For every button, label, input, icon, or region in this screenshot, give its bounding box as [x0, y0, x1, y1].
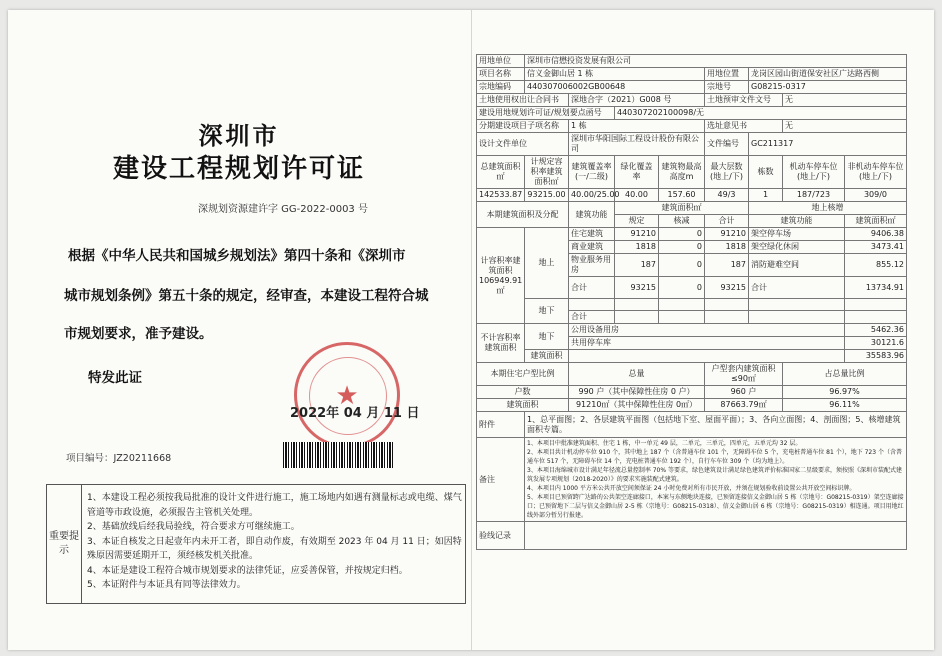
land-unit-label: 用地单位 [477, 55, 525, 68]
area-row-value: 0 [659, 241, 705, 254]
issue-date: 2022年 04 月 11 日 [290, 406, 420, 421]
area-row-func: 住宅建筑 [569, 228, 615, 241]
seal-star-icon: ★ [335, 381, 359, 411]
nonfar-value: 30121.6 [845, 337, 907, 350]
subtotal-value: 93215 [615, 277, 659, 299]
remark-label: 备注 [477, 438, 525, 522]
detail-table [476, 54, 907, 550]
doc-number: 深规划资源建许字 GG-2022-0003 号 [198, 204, 368, 215]
housing-row-label: 建筑面积 [477, 399, 569, 412]
land-pre-label: 土地预审文件文号 [705, 94, 783, 107]
parcel-no: G08215-0317 [749, 81, 907, 94]
subtotal-label: 合计 [569, 277, 615, 299]
area-row-value: 3473.41 [845, 241, 907, 254]
area-row-value: 187 [615, 254, 659, 277]
metric-header: 非机动车停车位(地上/下) [845, 156, 907, 189]
area-header: 本期建筑面积及分配 [477, 202, 569, 228]
area-row-func: 架空停车场 [749, 228, 845, 241]
body-line-1: 根据《中华人民共和国城乡规划法》第四十条和《深圳市 [68, 248, 406, 264]
planning-permit-label: 建设用地规划许可证/规划要点函号 [477, 107, 615, 120]
metric-value: 187/723 [783, 189, 845, 202]
parcel-code-label: 宗地编码 [477, 81, 525, 94]
metric-value: 309/0 [845, 189, 907, 202]
project-name-label: 项目名称 [477, 68, 525, 81]
remark-line: 5、本项目已预留跨广达路的公共架空连廊接口，本案与东侧地块连接，已预留连接信义金御山居 5 栋（宗地号：G08215-0319）架空连廊接口；已预留地下二层与信义金御山居 2-5 栋（宗地号：G08215-0318）、信义金御山居 6 栋（宗地号：G08215-0319）相连通。项目用地红线外部分暂另行报建。 [527, 494, 904, 519]
nonfar-above: 建筑面积 [525, 350, 569, 363]
remark-line: 3、本项目海绵城市设计满足年径流总量控制率 70% 等要求，绿色建筑设计满足绿色建筑评价标准国家二星级要求，须按照《深圳市装配式建筑发展专项规划（2018-2020）》的要求实施装配式建筑。 [527, 467, 902, 483]
nonfar-func: 共用停车库 [569, 337, 845, 350]
underground-header: 地上核增 [749, 202, 907, 215]
housing-row-value: 87663.79㎡ [705, 399, 783, 412]
nonfar-label: 不计容积率建筑面积 [477, 324, 525, 363]
remarks [525, 438, 907, 522]
housing-row-value: 960 户 [705, 386, 783, 399]
land-cert: 深地合字（2021）G008 号 [569, 94, 705, 107]
area-row-func: 消防避难空间 [749, 254, 845, 277]
sub-header: 核减 [659, 215, 705, 228]
metric-header: 建筑覆盖率(一/二级) [569, 156, 615, 189]
area-row-value: 0 [659, 254, 705, 277]
housing-row-value: 96.11% [783, 399, 907, 412]
location-label: 用地位置 [705, 68, 749, 81]
area-row-value: 9406.38 [845, 228, 907, 241]
sub-header: 规定 [615, 215, 659, 228]
area-row-value: 1818 [705, 241, 749, 254]
area-row-func: 架空绿化休闲 [749, 241, 845, 254]
housing-row-value: 96.97% [783, 386, 907, 399]
sub-project: 1 栋 [569, 120, 705, 133]
nonfar-below: 地下 [525, 324, 569, 350]
metric-value: 93215.00 [525, 189, 569, 202]
metric-value: 40.00/25.00 [569, 189, 615, 202]
permit-cover [8, 10, 470, 650]
parcel-code: 440307006002GB00648 [525, 81, 705, 94]
area-row-value: 187 [705, 254, 749, 277]
design-unit-label: 设计文件单位 [477, 133, 569, 156]
nonfar-func [569, 350, 845, 363]
notice-line-4: 4、本证是建设工程符合城市规划要求的法律凭证，应妥善保管，并按规定归档。 [87, 565, 408, 576]
fold-line [471, 10, 472, 650]
remark-line: 2、本项目共计机动停车位 910 个，其中地上 187 个（含普通车位 101 个，无障碍车位 5 个，充电桩普通车位 81 个），地下 723 个（含普通车位 517 个，无障碍车位 14 个，充电桩普通车位 192 个），自行车车位 309 个（均为地上）。 [527, 449, 902, 465]
below-label: 地下 [525, 299, 569, 324]
design-unit: 深圳市华阳国际工程设计股份有限公司 [569, 133, 705, 156]
site-opinion: 无 [783, 120, 907, 133]
metric-header: 计规定容积率建筑面积㎡ [525, 156, 569, 189]
subtotal-value: 0 [659, 277, 705, 299]
above-label: 地上 [525, 228, 569, 299]
metric-value: 40.00 [615, 189, 659, 202]
metric-header: 建筑物最高高度m [659, 156, 705, 189]
sub-project-label: 分期建设项目子项名称 [477, 120, 569, 133]
land-unit: 深圳市信懋投资发展有限公司 [525, 55, 907, 68]
notice-line-5: 5、本证附件与本证具有同等法律效力。 [87, 580, 246, 590]
notice-box [46, 484, 466, 604]
sub-header: 建筑面积㎡ [845, 215, 907, 228]
housing-row-value: 990 户（其中保障性住房 0 户） [569, 386, 705, 399]
title-main: 建设工程规划许可证 [112, 154, 365, 184]
body-line-4: 特发此证 [88, 370, 142, 386]
area-row-func: 商业建筑 [569, 241, 615, 254]
below-total-label: 合计 [569, 311, 615, 324]
housing-header: 总量 [569, 363, 705, 386]
subtotal-value: 93215 [705, 277, 749, 299]
far-label: 计容积率建筑面积106949.91㎡ [477, 228, 525, 324]
remark-line: 4、本项目内 1000 平方米公共开放空间须保证 24 小时免费对所有市民开放，并须在规划验收前设置公共开放空间标识牌。 [527, 485, 856, 492]
notice-line-1: 1、本建设工程必须按我局批准的设计文件进行施工，施工场地内如遇有测量标志或电缆、煤气管道等市政设施，必须报告主管机关处理。 [87, 493, 462, 518]
verify-record [525, 522, 907, 550]
metric-header: 机动车停车位(地上/下) [783, 156, 845, 189]
nonfar-value: 35583.96 [845, 350, 907, 363]
area-row-value: 1818 [615, 241, 659, 254]
remark-line: 1、本项目中批准建筑面积、住宅 1 栋，中一单元 49 层，二单元，三单元，四单元，五单元均 32 层。 [527, 440, 802, 447]
metric-value: 142533.87 [477, 189, 525, 202]
body-line-2: 城市规划条例》第五十条的规定，经审查，本建设工程符合城 [64, 288, 429, 304]
permit-sheet [8, 10, 934, 650]
attachment-label: 附件 [477, 412, 525, 438]
housing-row-label: 户数 [477, 386, 569, 399]
official-seal [294, 342, 400, 448]
project-name: 信义金御山居 1 栋 [525, 68, 705, 81]
title-city: 深圳市 [198, 122, 280, 150]
area-m2-header: 建筑面积㎡ [615, 202, 749, 215]
metric-value: 1 [749, 189, 783, 202]
land-pre: 无 [783, 94, 907, 107]
area-row-value: 855.12 [845, 254, 907, 277]
site-opinion-label: 选址意见书 [705, 120, 783, 133]
land-cert-label: 土地使用权出让合同书 [477, 94, 569, 107]
verify-label: 验线记录 [477, 522, 525, 550]
subtotal-value: 13734.91 [845, 277, 907, 299]
body-line-3: 市规划要求，准予建设。 [64, 326, 213, 342]
barcode [283, 442, 393, 468]
location: 龙岗区园山街道保安社区广达路西侧 [749, 68, 907, 81]
housing-header: 占总量比例 [783, 363, 907, 386]
area-row-value: 0 [659, 228, 705, 241]
metric-value: 49/3 [705, 189, 749, 202]
func-header: 建筑功能 [569, 202, 615, 228]
metric-header: 最大层数(地上/下) [705, 156, 749, 189]
metric-header: 总建筑面积㎡ [477, 156, 525, 189]
metric-header: 栋数 [749, 156, 783, 189]
notice-label: 重要提示 [47, 485, 82, 603]
area-row-func: 物业服务用房 [569, 254, 615, 277]
housing-label: 本期住宅户型比例 [477, 363, 569, 386]
sub-header: 建筑功能 [749, 215, 845, 228]
permit-detail-form [476, 54, 906, 550]
parcel-no-label: 宗地号 [705, 81, 749, 94]
notice-body [87, 491, 463, 593]
area-row-value: 91210 [615, 228, 659, 241]
metric-header: 绿化覆盖率 [615, 156, 659, 189]
design-no-label: 文件编号 [705, 133, 749, 156]
housing-header: 户型套内建筑面积≤90㎡ [705, 363, 783, 386]
nonfar-value: 5462.36 [845, 324, 907, 337]
sub-header: 合计 [705, 215, 749, 228]
metric-value: 157.60 [659, 189, 705, 202]
area-row-value: 91210 [705, 228, 749, 241]
item-number: 项目编号：JZ20211668 [66, 453, 172, 464]
attachment: 1、总平面图；2、各层建筑平面图（包括地下室、屋面平面）；3、各向立面图；4、剖面图；5、核增建筑面积专篇。 [525, 412, 907, 438]
notice-line-3: 3、本证自核发之日起壹年内未开工者，即自动作废，有效期至 2023 年 04 月 11 日；如因特殊原因需要延期开工，须经核发机关批准。 [87, 536, 462, 561]
planning-permit: 440307202100098/无 [615, 107, 907, 120]
housing-row-value: 91210㎡（其中保障性住房 0㎡） [569, 399, 705, 412]
subtotal-value: 合计 [749, 277, 845, 299]
design-no: GC211317 [749, 133, 907, 156]
nonfar-func: 公用设备用房 [569, 324, 845, 337]
notice-line-2: 2、基础放线后经我局验线，符合要求方可继续施工。 [87, 522, 300, 532]
